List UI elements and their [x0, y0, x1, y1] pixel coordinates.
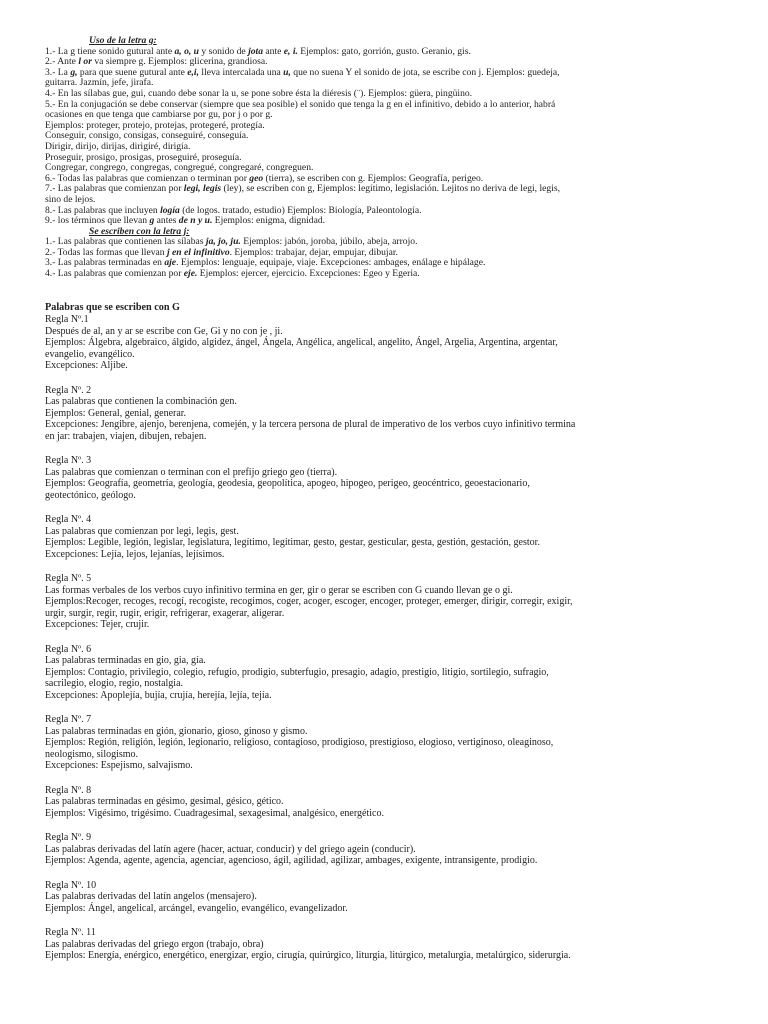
- rule-line: Las palabras que comienzan por legi, legis, gest.: [45, 525, 239, 537]
- rule-block: [45, 832, 735, 867]
- rule-line: sacrilegio, elogio, regio, nostalgia.: [45, 678, 184, 690]
- rule-heading: Regla Nº. 5: [45, 573, 92, 585]
- text-run: Ejemplos: proteger, protejo, protejas, protegeré, protegía.: [45, 119, 265, 131]
- rule-block: [45, 714, 735, 772]
- text-run: que no suena Y el sonido de jota, se escribe con j. Ejemplos: guedeja,: [290, 66, 560, 78]
- rule-line: Excepciones: Tejer, crujir.: [45, 619, 150, 631]
- emphasis-text: legi, legis: [183, 183, 222, 195]
- rule-line: Las palabras derivadas del griego ergon (trabajo, obra): [45, 938, 264, 950]
- text-run: sino de lejos.: [45, 193, 96, 205]
- rule-heading: Regla Nº. 10: [45, 879, 97, 891]
- rule-line: Excepciones: Apoplejía, bujía, crujía, herejía, lejía, tejía.: [45, 689, 272, 701]
- text-run: 8.- Las palabras que incluyen: [45, 204, 161, 216]
- rule-line: Excepciones: Lejía, lejos, lejanías, lejísimos.: [45, 548, 225, 560]
- rule-line: Las formas verbales de los verbos cuyo infinitivo termina en ger, gir o gerar se escriben con G cuando llevan ge o gi.: [45, 584, 513, 596]
- rule-block: [45, 314, 735, 372]
- rule-heading: Regla Nº. 7: [45, 714, 92, 726]
- text-run: lleva intercalada una: [199, 66, 284, 78]
- rule-heading: Regla Nº. 6: [45, 643, 92, 655]
- text-run: va siempre g. Ejemplos: glicerina, grandiosa.: [91, 56, 268, 68]
- text-run: (de logos. tratado, estudio) Ejemplos: Biología, Paleontología.: [179, 204, 422, 216]
- emphasis-text: a, o, u: [174, 45, 200, 57]
- text-run: 4.- En las sílabas gue, gui, cuando debe sonar la u, se pone sobre ésta la diéresis (¨). Ejemplos: güera, pingüino.: [45, 87, 473, 99]
- rule-line: Después de al, an y ar se escribe con Ge, Gi y no con je , ji.: [45, 325, 283, 337]
- section1-line: [45, 184, 735, 195]
- rule-line: Ejemplos: Vigésimo, trigésimo. Cuadragesimal, sexagesimal, analgésico, energético.: [45, 807, 384, 819]
- text-run: 1.- Las palabras que contienen las sílabas: [45, 236, 206, 248]
- rule-heading: Regla Nº. 11: [45, 927, 96, 939]
- text-run: Ejemplos: enigma, dignidad.: [212, 215, 326, 227]
- text-run: Ejemplos: jabón, joroba, júbilo, abeja, arrojo.: [240, 236, 418, 248]
- text-run: 1.- La g tiene sonido gutural ante: [45, 45, 175, 57]
- rule-line: Excepciones: Espejismo, salvajismo.: [45, 760, 193, 772]
- rule-block: [45, 385, 735, 443]
- text-run: (tierra), se escriben con g. Ejemplos: Geografía, perigeo.: [263, 172, 484, 184]
- rule-heading: Regla Nº. 4: [45, 514, 92, 526]
- emphasis-text: u,: [283, 66, 291, 78]
- emphasis-text: logía: [160, 204, 180, 216]
- rule-heading: Regla Nº. 2: [45, 384, 92, 396]
- rule-block: [45, 455, 735, 501]
- text-run: Dirigir, dirijo, dirijas, dirigiré, dirigía.: [45, 140, 191, 152]
- rule-block: [45, 927, 735, 962]
- rule-block: [45, 514, 735, 560]
- emphasis-text: j en el infinitivo: [166, 246, 230, 258]
- text-run: Ejemplos: ejercer, ejercicio. Excepciones: Egeo y Egeria.: [197, 268, 420, 280]
- section-g-title: Uso de la letra g:: [89, 35, 157, 46]
- emphasis-text: jota: [248, 45, 263, 57]
- text-run: 2.- Todas las formas que llevan: [45, 246, 167, 258]
- text-run: 4.- Las palabras que comienzan por: [45, 268, 184, 280]
- rule-line: Las palabras que contienen la combinación gen.: [45, 396, 237, 408]
- text-run: guitarra. Jazmín, jefe, jirafa.: [45, 77, 154, 89]
- rule-line: Ejemplos: Energía, enérgico, energético, energizar, ergio, cirugía, quirúrgico, liturgia, litúrgico, metalurgia, metalúrgico, siderurgia.: [45, 950, 571, 962]
- emphasis-text: e, i.: [283, 45, 298, 57]
- rule-line: Las palabras derivadas del latín angelos (mensajero).: [45, 891, 257, 903]
- text-run: Proseguir, prosigo, prosigas, proseguiré, proseguía.: [45, 151, 242, 163]
- section-j-rules: [45, 237, 735, 279]
- emphasis-text: l: [78, 56, 81, 68]
- rule-line: Ejemplos: General, genial, generar.: [45, 407, 187, 419]
- rule-block: [45, 880, 735, 915]
- rule-block: [45, 785, 735, 820]
- rule-line: Ejemplos: Legible, legión, legislar, legislatura, legítimo, legitimar, gesto, gestar, gesticular, gesta, gestión, gestación, gestor.: [45, 537, 540, 549]
- rule-line: Las palabras que comienzan o terminan con el prefijo griego geo (tierra).: [45, 466, 338, 478]
- rule-line: Ejemplos: Ángel, angelical, arcángel, evangelio, evangélico, evangelizador.: [45, 902, 348, 914]
- rule-line: en jar: trabajen, viajen, dibujen, rebajen.: [45, 430, 207, 442]
- rule-line: Ejemplos: Agenda, agente, agencia, agenciar, agencioso, ágil, agilidad, agilizar, ambages, exigente, intransigente, prodigio.: [45, 855, 538, 867]
- emphasis-text: de n y u.: [178, 215, 213, 227]
- text-run: ante: [263, 45, 284, 57]
- rule-heading: Regla Nº. 3: [45, 455, 92, 467]
- rule-line: geotectónico, geólogo.: [45, 489, 136, 501]
- rule-block: [45, 644, 735, 702]
- rule-line: Ejemplos: Región, religión, legión, legionario, religioso, contagioso, prodigioso, prestigioso, elogioso, vertiginoso, oleaginoso,: [45, 737, 554, 749]
- emphasis-text: aje: [164, 257, 177, 269]
- text-run: (ley), se escriben con g, Ejemplos: legítimo, legislación. Lejitos no deriva de legi, legis,: [221, 183, 561, 195]
- rule-line: Las palabras terminadas en gio, gia, gía.: [45, 655, 206, 667]
- section-g-rules: [45, 47, 735, 227]
- rule-line: urgir, surgir, regir, rugir, erigir, refrigerar, exagerar, aligerar.: [45, 607, 285, 619]
- rule-line: evangelio, evangélico.: [45, 348, 135, 360]
- text-run: 3.- Las palabras terminadas en: [45, 257, 165, 269]
- rule-heading: Regla Nº. 9: [45, 832, 92, 844]
- document-page: [45, 36, 735, 975]
- rule-line: Las palabras terminadas en gión, gionario, gioso, ginoso y gismo.: [45, 725, 308, 737]
- rule-line: Ejemplos: Contagio, privilegio, colegio, refugio, prodigio, subterfugio, presagio, adagio, prestigio, litigio, sortilegio, sufragio,: [45, 666, 549, 678]
- emphasis-text: g: [149, 215, 155, 227]
- rule-line: Las palabras terminadas en gésimo, gesimal, gésico, gético.: [45, 796, 284, 808]
- text-run: y sonido de: [199, 45, 249, 57]
- emphasis-text: geo: [249, 172, 264, 184]
- section-divider: [45, 280, 735, 302]
- text-run: . Ejemplos: trabajar, dejar, empujar, dibujar.: [229, 246, 398, 258]
- text-run: 3.- La: [45, 66, 71, 78]
- section-palabras-g-title: Palabras que se escriben con G: [45, 301, 180, 313]
- text-run: antes: [154, 215, 179, 227]
- section-j-title: Se escriben con la letra j:: [89, 225, 190, 237]
- rule-heading: Regla Nº. 8: [45, 784, 92, 796]
- rule-line: Las palabras derivadas del latín agere (hacer, actuar, conducir) y del griego agein (conducir).: [45, 843, 416, 855]
- rule-line: neologismo, silogismo.: [45, 748, 139, 760]
- text-run: 5.- En la conjugación se debe conservar (siempre que sea posible) el sonido que tenga la g en el infinitivo, debido a lo anterior, habrá: [45, 98, 556, 110]
- emphasis-text: ja, jo, ju.: [205, 236, 241, 248]
- text-run: 9.- los términos que llevan: [45, 215, 150, 227]
- rule-heading: Regla Nº.1: [45, 314, 89, 326]
- section2-line: [45, 269, 735, 280]
- text-run: Congregar, congrego, congregas, congregué, congregaré, congreguen.: [45, 162, 314, 174]
- section-palabras-g: [45, 302, 735, 962]
- rule-line: Ejemplos: Geografía, geometría, geología, geodesia, geopolítica, apogeo, hipogeo, perigeo, geocéntrico, geoestacionario,: [45, 478, 530, 490]
- text-run: . Ejemplos: lenguaje, equipaje, viaje. Excepciones: ambages, enálage e hipálage.: [176, 257, 486, 269]
- rule-line: Ejemplos: Álgebra, algebraico, álgido, algidez, ángel, Ángela, Angélica, angelical, angelito, Ángel, Argelia, Argentina, argentar,: [45, 337, 558, 349]
- text-run: Conseguir, consigo, consigas, conseguiré, conseguía.: [45, 130, 249, 142]
- text-run: 6.- Todas las palabras que comienzan o terminan por: [45, 172, 250, 184]
- rule-line: Excepciones: Aljibe.: [45, 360, 128, 372]
- rule-line: Excepciones: Jengibre, ajenjo, berenjena, comején, y la tercera persona de plural de imperativo de los verbos cuyo infinitivo termina: [45, 419, 576, 431]
- emphasis-text: or: [83, 56, 92, 68]
- rules-list: [45, 314, 735, 962]
- emphasis-text: eje.: [183, 268, 198, 280]
- rule-line: Ejemplos:Recoger, recoges, recogí, recogiste, recogimos, coger, acoger, escoger, encoger, proteger, emerger, dirigir, corregir, exigir,: [45, 596, 573, 608]
- text-run: Ejemplos: gato, gorrión, gusto. Geranio, gis.: [297, 45, 471, 57]
- emphasis-text: g,: [70, 66, 78, 78]
- text-run: para que suene gutural ante: [77, 66, 188, 78]
- text-run: 2.- Ante: [45, 56, 79, 68]
- emphasis-text: e,i,: [187, 66, 199, 78]
- text-run: 7.- Las palabras que comienzan por: [45, 183, 184, 195]
- rule-block: [45, 573, 735, 631]
- text-run: ocasiones en que tenga que cambiarse por gu, por j o por g.: [45, 109, 273, 121]
